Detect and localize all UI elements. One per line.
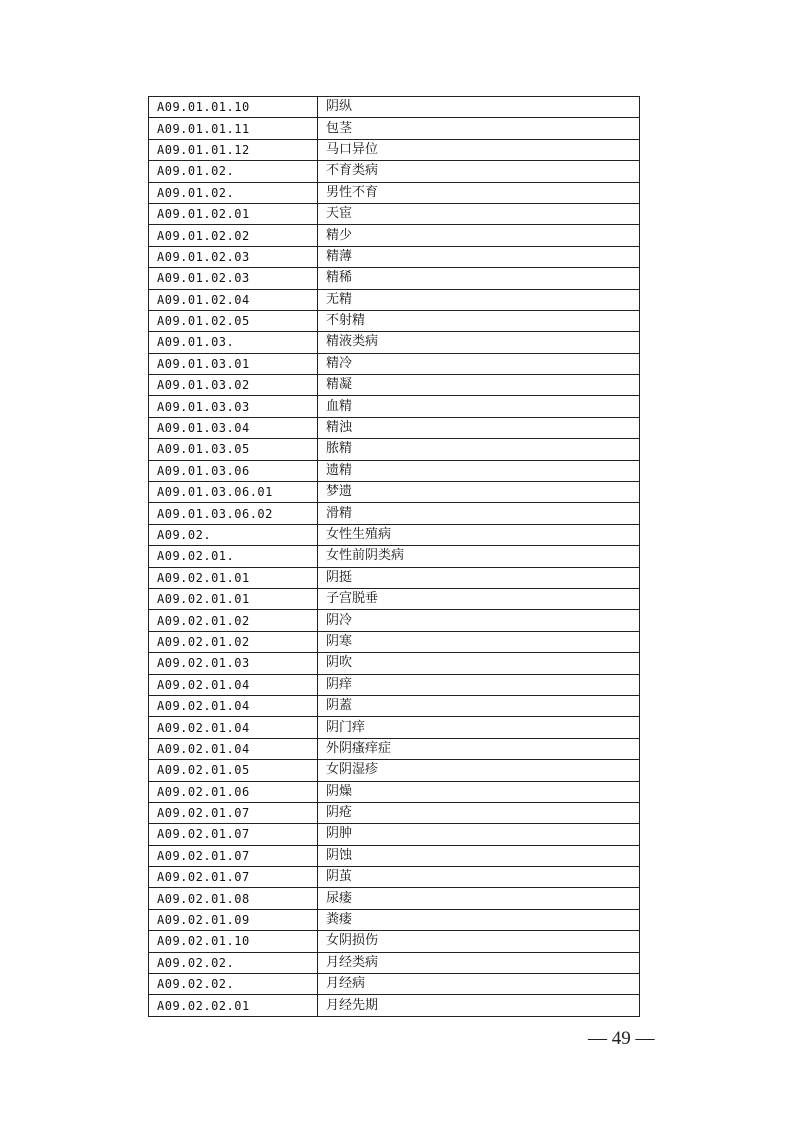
code-cell: A09.01.02.03 — [149, 246, 318, 267]
table-row — [149, 268, 640, 289]
table-row — [149, 802, 640, 823]
name-cell: 月经先期 — [318, 995, 640, 1016]
code-cell: A09.01.01.12 — [149, 139, 318, 160]
table-row — [149, 289, 640, 310]
code-cell: A09.02.01.05 — [149, 760, 318, 781]
name-cell: 女阴湿疹 — [318, 760, 640, 781]
name-cell: 滑精 — [318, 503, 640, 524]
name-cell: 血精 — [318, 396, 640, 417]
code-cell: A09.01.02. — [149, 161, 318, 182]
table-row — [149, 867, 640, 888]
table-row — [149, 588, 640, 609]
table-row — [149, 974, 640, 995]
table-row — [149, 503, 640, 524]
name-cell: 阴肿 — [318, 824, 640, 845]
table-row — [149, 118, 640, 139]
page-number: — 49 — — [588, 1028, 655, 1049]
table-row — [149, 653, 640, 674]
name-cell: 无精 — [318, 289, 640, 310]
code-cell: A09.01.02.03 — [149, 268, 318, 289]
name-cell: 不育类病 — [318, 161, 640, 182]
table-row — [149, 460, 640, 481]
code-cell: A09.02.01.04 — [149, 738, 318, 759]
code-cell: A09.02.02. — [149, 974, 318, 995]
name-cell: 阴纵 — [318, 97, 640, 118]
code-cell: A09.02.01.09 — [149, 909, 318, 930]
code-cell: A09.01.03.03 — [149, 396, 318, 417]
table-row — [149, 695, 640, 716]
code-cell: A09.01.02. — [149, 182, 318, 203]
name-cell: 精浊 — [318, 417, 640, 438]
code-cell: A09.01.01.11 — [149, 118, 318, 139]
code-cell: A09.02.01.08 — [149, 888, 318, 909]
code-cell: A09.02.01. — [149, 546, 318, 567]
code-cell: A09.01.03.05 — [149, 439, 318, 460]
code-cell: A09.01.03.04 — [149, 417, 318, 438]
table-row — [149, 161, 640, 182]
name-cell: 阴冷 — [318, 610, 640, 631]
name-cell: 子宫脱垂 — [318, 588, 640, 609]
code-cell: A09.01.02.02 — [149, 225, 318, 246]
name-cell: 粪瘘 — [318, 909, 640, 930]
name-cell: 不射精 — [318, 310, 640, 331]
name-cell: 月经病 — [318, 974, 640, 995]
table-row — [149, 781, 640, 802]
table-row — [149, 97, 640, 118]
table-row — [149, 888, 640, 909]
code-cell: A09.01.03.06 — [149, 460, 318, 481]
name-cell: 精薄 — [318, 246, 640, 267]
code-cell: A09.02.01.07 — [149, 845, 318, 866]
table-row — [149, 760, 640, 781]
code-cell: A09.02.02. — [149, 952, 318, 973]
table-body — [149, 97, 640, 1017]
code-cell: A09.01.03. — [149, 332, 318, 353]
table-row — [149, 738, 640, 759]
table-row — [149, 439, 640, 460]
name-cell: 尿瘘 — [318, 888, 640, 909]
code-cell: A09.02.01.07 — [149, 867, 318, 888]
table-row — [149, 246, 640, 267]
table-row — [149, 139, 640, 160]
table-row — [149, 417, 640, 438]
code-cell: A09.02.01.06 — [149, 781, 318, 802]
name-cell: 阴吹 — [318, 653, 640, 674]
name-cell: 天宦 — [318, 203, 640, 224]
table-row — [149, 567, 640, 588]
code-cell: A09.01.03.06.01 — [149, 482, 318, 503]
code-cell: A09.01.03.06.02 — [149, 503, 318, 524]
name-cell: 女阴损伤 — [318, 931, 640, 952]
table-row — [149, 909, 640, 930]
code-cell: A09.02.01.10 — [149, 931, 318, 952]
name-cell: 女性生殖病 — [318, 524, 640, 545]
table-row — [149, 931, 640, 952]
table-row — [149, 396, 640, 417]
table-row — [149, 824, 640, 845]
name-cell: 男性不育 — [318, 182, 640, 203]
name-cell: 阴痒 — [318, 674, 640, 695]
table-row — [149, 203, 640, 224]
name-cell: 阴燥 — [318, 781, 640, 802]
table-row — [149, 225, 640, 246]
code-cell: A09.01.01.10 — [149, 97, 318, 118]
name-cell: 阴挺 — [318, 567, 640, 588]
name-cell: 精液类病 — [318, 332, 640, 353]
name-cell: 马口异位 — [318, 139, 640, 160]
code-cell: A09.02.01.03 — [149, 653, 318, 674]
table-row — [149, 845, 640, 866]
name-cell: 梦遗 — [318, 482, 640, 503]
code-cell: A09.02.01.01 — [149, 588, 318, 609]
code-cell: A09.02.01.07 — [149, 824, 318, 845]
table-row — [149, 631, 640, 652]
code-cell: A09.02.01.04 — [149, 695, 318, 716]
table-row — [149, 524, 640, 545]
name-cell: 阴疮 — [318, 802, 640, 823]
table-row — [149, 482, 640, 503]
name-cell: 脓精 — [318, 439, 640, 460]
table-row — [149, 310, 640, 331]
code-cell: A09.02.01.01 — [149, 567, 318, 588]
code-cell: A09.02.01.04 — [149, 717, 318, 738]
code-cell: A09.02.02.01 — [149, 995, 318, 1016]
table-row — [149, 674, 640, 695]
table-row — [149, 717, 640, 738]
name-cell: 遗精 — [318, 460, 640, 481]
table-row — [149, 332, 640, 353]
name-cell: 阴蓋 — [318, 695, 640, 716]
code-cell: A09.02.01.04 — [149, 674, 318, 695]
name-cell: 精少 — [318, 225, 640, 246]
name-cell: 精冷 — [318, 353, 640, 374]
name-cell: 阴寒 — [318, 631, 640, 652]
code-cell: A09.02.01.07 — [149, 802, 318, 823]
table-row — [149, 995, 640, 1016]
table-row — [149, 546, 640, 567]
table-row — [149, 375, 640, 396]
name-cell: 阴茧 — [318, 867, 640, 888]
table-row — [149, 182, 640, 203]
name-cell: 阴门痒 — [318, 717, 640, 738]
code-cell: A09.01.02.01 — [149, 203, 318, 224]
name-cell: 精凝 — [318, 375, 640, 396]
code-cell: A09.01.03.02 — [149, 375, 318, 396]
table-row — [149, 353, 640, 374]
name-cell: 外阴瘙痒症 — [318, 738, 640, 759]
name-cell: 包茎 — [318, 118, 640, 139]
table-row — [149, 610, 640, 631]
code-cell: A09.01.03.01 — [149, 353, 318, 374]
classification-table — [148, 96, 640, 1017]
code-cell: A09.02.01.02 — [149, 631, 318, 652]
name-cell: 月经类病 — [318, 952, 640, 973]
name-cell: 女性前阴类病 — [318, 546, 640, 567]
name-cell: 阴蚀 — [318, 845, 640, 866]
code-cell: A09.01.02.05 — [149, 310, 318, 331]
name-cell: 精稀 — [318, 268, 640, 289]
table-row — [149, 952, 640, 973]
code-cell: A09.02.01.02 — [149, 610, 318, 631]
code-cell: A09.02. — [149, 524, 318, 545]
code-cell: A09.01.02.04 — [149, 289, 318, 310]
